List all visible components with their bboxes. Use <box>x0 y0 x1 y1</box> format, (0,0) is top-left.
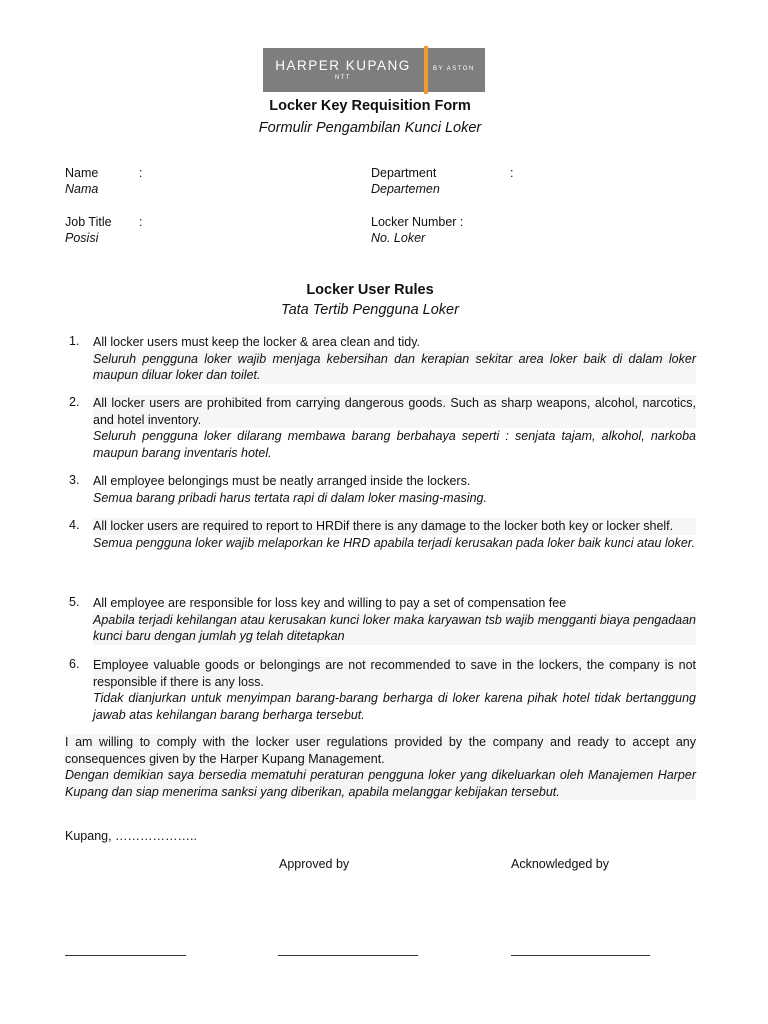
rule-text-en: All employee belongings must be neatly arranged inside the lockers. <box>93 474 471 488</box>
logo-location: NTT <box>334 75 352 81</box>
logo-brand: HARPER KUPANG <box>275 58 411 73</box>
signature-line-approved <box>278 955 418 956</box>
acknowledged-by-label: Acknowledged by <box>511 857 609 871</box>
rule-text-en: Employee valuable goods or belongings are not recommended to save in the lockers, the company is not responsible if there is any loss. <box>93 658 696 689</box>
job-title-label-id: Posisi <box>65 231 99 245</box>
agreement-text-id: Dengan demikian saya bersedia mematuhi peraturan pengguna loker yang dikeluarkan oleh Manajemen Harper Kupang dan siap menerima sanksi yang diberikan, apabila melanggar kebijakan tersebut. <box>65 768 696 799</box>
rule-text-id: Apabila terjadi kehilangan atau kerusakan kunci loker maka karyawan tsb wajib mengganti biaya pengadaan kunci baru dengan jumlah yg telah ditetapkan <box>93 612 696 643</box>
rule-item <box>69 395 696 461</box>
form-title: Locker Key Requisition Form <box>269 98 471 114</box>
rules-title-id: Tata Tertib Pengguna Loker <box>281 302 459 318</box>
rule-text-id: Semua barang pribadi harus tertata rapi di dalam loker masing-masing. <box>93 490 487 505</box>
job-title-label: Job Title <box>65 215 112 229</box>
locker-number-label: Locker Number : <box>371 215 464 229</box>
agreement-text-en: I am willing to comply with the locker user regulations provided by the company and ready to accept any consequences given by the Harper Kupang Management. <box>65 735 696 766</box>
rule-text-en: All employee are responsible for loss key and willing to pay a set of compensation fee <box>93 596 567 610</box>
signature-line-acknowledged <box>511 955 650 956</box>
hotel-logo <box>263 48 485 92</box>
rule-number: 1. <box>69 334 80 348</box>
name-colon: : <box>139 166 143 180</box>
rule-number: 6. <box>69 657 80 671</box>
signature-line-employee <box>65 955 186 956</box>
department-colon: : <box>510 166 514 180</box>
rule-item <box>69 657 696 723</box>
rule-text-en: All locker users must keep the locker & area clean and tidy. <box>93 335 421 349</box>
rule-number: 2. <box>69 395 80 409</box>
rules-title: Locker User Rules <box>306 282 434 298</box>
rule-text-id: Seluruh pengguna loker dilarang membawa barang berbahaya seperti : senjata tajam, alkohol, narkoba maupun barang inventaris hotel. <box>93 429 696 460</box>
rule-number: 5. <box>69 595 80 609</box>
agreement-paragraph <box>65 734 696 800</box>
name-label-id: Nama <box>65 182 99 196</box>
job-title-colon: : <box>139 215 143 229</box>
rule-item <box>69 473 696 507</box>
rule-item <box>69 595 696 645</box>
department-label: Department <box>371 166 437 180</box>
rule-text-id: Semua pengguna loker wajib melaporkan ke HRD apabila terjadi kerusakan pada loker baik kunci atau loker. <box>93 535 695 550</box>
logo-by-line: BY ASTON <box>433 66 475 72</box>
rule-item <box>69 334 696 384</box>
locker-number-label-id: No. Loker <box>371 231 426 245</box>
rule-item <box>69 518 696 584</box>
name-label: Name <box>65 166 99 180</box>
form-title-id: Formulir Pengambilan Kunci Loker <box>258 120 482 136</box>
rule-text-en: All locker users are required to report to HRDif there is any damage to the locker both key or locker shelf. <box>93 518 696 535</box>
rule-number: 3. <box>69 473 80 487</box>
rule-text-id: Seluruh pengguna loker wajib menjaga kebersihan dan kerapian sekitar area loker baik di dalam loker maupun diluar loker dan toilet. <box>93 351 696 382</box>
place-date: Kupang, ……………….. <box>65 829 197 843</box>
rule-text-en: All locker users are prohibited from carrying dangerous goods. Such as sharp weapons, alcohol, narcotics, and hotel inventory. <box>93 396 696 427</box>
approved-by-label: Approved by <box>279 857 350 871</box>
rule-number: 4. <box>69 518 80 532</box>
department-label-id: Departemen <box>371 182 440 196</box>
logo-accent-bar <box>424 46 428 94</box>
rule-text-id: Tidak dianjurkan untuk menyimpan barang-barang berharga di loker karena pihak hotel tidak bertanggung jawab atas kehilangan barang berharga tersebut. <box>93 691 696 722</box>
